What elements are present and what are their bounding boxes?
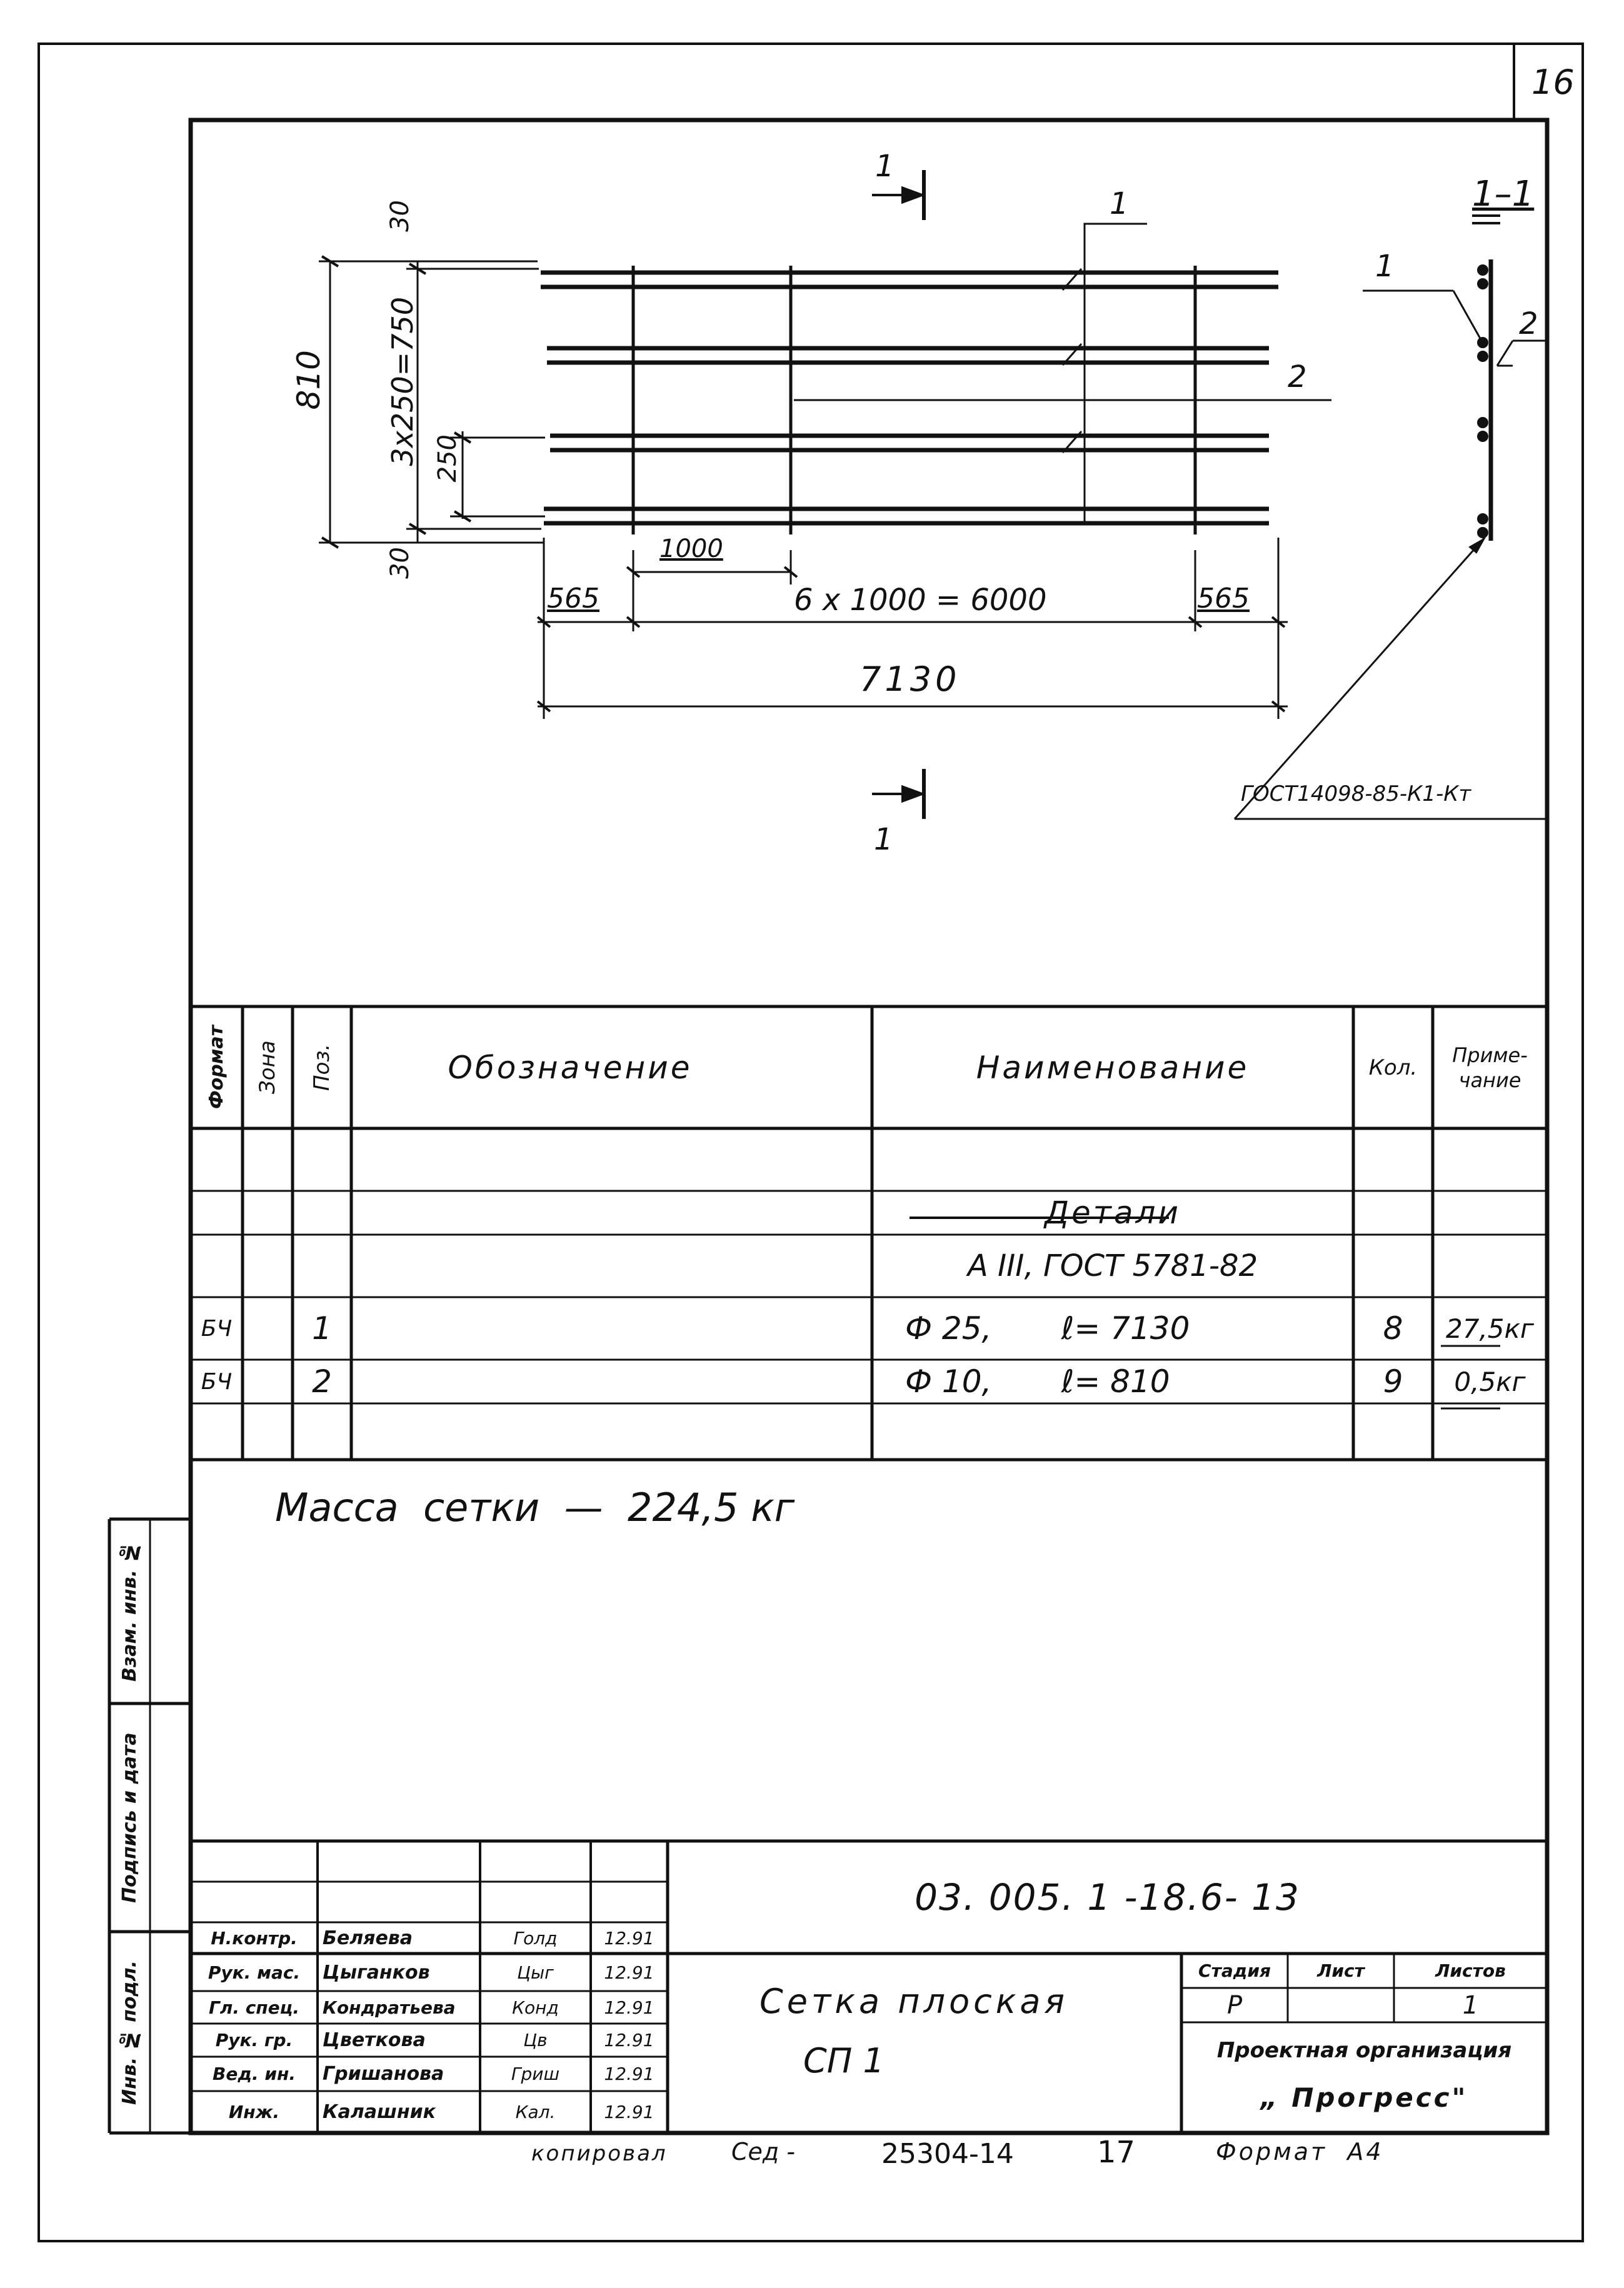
dim-end-left: 565: [547, 583, 599, 615]
spec-row-name: Ф 10, ℓ= 810: [905, 1363, 1170, 1400]
signer-role: Рук. гр.: [215, 2030, 293, 2050]
signer-name: Цыганков: [323, 1961, 430, 1984]
signer-signature: Цыг: [517, 1962, 554, 1983]
signer-date: 12.91: [604, 2102, 654, 2122]
dim-end-right: 565: [1197, 583, 1250, 615]
sheets-label: Листов: [1435, 1960, 1506, 1981]
section-mark-bottom: 1: [874, 822, 893, 857]
org-name-2: „ Прогресс": [1260, 2082, 1468, 2113]
header-designation: Обозначение: [448, 1049, 693, 1086]
signer-signature: Кал.: [515, 2102, 556, 2122]
signer-date: 12.91: [604, 1997, 654, 2018]
header-zone: Зона: [255, 1040, 280, 1095]
dim-edge-bottom: 30: [386, 547, 414, 579]
spec-row-pos: 2: [312, 1363, 332, 1400]
signer-date: 12.91: [604, 1962, 654, 1983]
spec-row-name: Ф 25, ℓ= 7130: [905, 1310, 1190, 1347]
spec-row-format: БЧ: [201, 1315, 233, 1342]
dim-length-total: 7130: [860, 660, 961, 699]
signer-role: Н.контр.: [211, 1927, 298, 1949]
spec-row-name: А III, ГОСТ 5781-82: [967, 1248, 1258, 1283]
document-code: 03. 005. 1 -18.6- 13: [915, 1876, 1300, 1919]
plan-leader-1: 1: [1110, 186, 1129, 221]
spec-row-qty: 9: [1383, 1363, 1403, 1400]
section-1-1: [1235, 216, 1547, 819]
org-name-1: Проектная организация: [1216, 2038, 1512, 2063]
header-format: Формат: [206, 1025, 228, 1110]
spec-row-note: 27,5кг: [1446, 1313, 1534, 1344]
signer-name: Гришанова: [323, 2063, 444, 2085]
signer-signature: Гриш: [511, 2064, 560, 2084]
dim-pitch-bar: 1000: [659, 534, 723, 563]
signer-role: Инж.: [228, 2102, 280, 2122]
section-title: 1–1: [1472, 174, 1535, 214]
signer-date: 12.91: [604, 2064, 654, 2084]
header-qty: Кол.: [1368, 1055, 1418, 1080]
section-leader-2: 2: [1519, 306, 1538, 341]
spec-row-format: БЧ: [201, 1368, 233, 1395]
signer-signature: Голд: [513, 1927, 558, 1949]
signer-signature: Цв: [523, 2030, 548, 2050]
dim-edge-top: 30: [386, 200, 414, 232]
footer-format: Формат А4: [1216, 2138, 1384, 2165]
sheet-value: [1288, 1988, 1394, 2022]
signer-role: Вед. ин.: [213, 2064, 296, 2084]
header-name: Наименование: [976, 1049, 1250, 1086]
dim-pitch-horizontal: 6 х 1000 = 6000: [794, 583, 1047, 618]
item-code: СП 1: [803, 2041, 885, 2080]
stage-value: Р: [1226, 1990, 1243, 2020]
weld-gost-reference: ГОСТ14098-85-К1-Кт: [1241, 781, 1471, 806]
footer-copied-by: копировал: [531, 2141, 668, 2166]
dim-height-total: 810: [291, 350, 327, 410]
signer-date: 12.91: [604, 1927, 654, 1949]
spec-row-pos: 1: [312, 1310, 332, 1347]
spec-row-note: 0,5кг: [1454, 1366, 1526, 1397]
section-cut-marks: [872, 170, 924, 819]
stamp-interchange-inv: Взам. инв. №: [119, 1541, 141, 1682]
plan-leader-2: 2: [1288, 359, 1307, 394]
stamp-signature-date: Подпись и дата: [119, 1732, 141, 1903]
stamp-original-inv: Инв. № подл.: [119, 1960, 141, 2105]
signer-role: Гл. спец.: [208, 1997, 300, 2018]
signer-signature: Конд: [512, 1997, 559, 2018]
signer-name: Кондратьева: [323, 1997, 456, 2018]
leader-pos-1: [1085, 224, 1147, 522]
signer-date: 12.91: [604, 2030, 654, 2050]
signer-name: Калашник: [323, 2101, 436, 2123]
sheet-number: 16: [1531, 63, 1575, 102]
spec-row-qty: 8: [1383, 1310, 1403, 1347]
mass-note: Масса сетки — 224,5 кг: [275, 1485, 795, 1530]
header-note: Приме-чание: [1452, 1043, 1528, 1092]
section-mark-top: 1: [875, 149, 895, 184]
sheet-label: Лист: [1317, 1960, 1365, 1981]
dim-pitch-vertical: 3х250=750: [386, 297, 419, 466]
item-name: Сетка плоская: [759, 1982, 1068, 2021]
stage-label: Стадия: [1198, 1960, 1271, 1981]
footer-copy-number: 17: [1097, 2135, 1136, 2170]
footer-copied-sign: Сед -: [731, 2138, 795, 2165]
header-pos: Поз.: [309, 1043, 334, 1091]
spec-row-name: Детали: [1044, 1195, 1181, 1231]
signer-role: Рук. мас.: [208, 1962, 301, 1983]
signer-name: Беляева: [323, 1927, 413, 1949]
dim-pitch-single: 250: [433, 434, 462, 483]
footer-order-number: 25304-14: [881, 2138, 1014, 2170]
signer-name: Цветкова: [323, 2029, 426, 2051]
section-leader-1: 1: [1375, 249, 1395, 284]
vertical-dimensions: [319, 256, 545, 548]
sheets-value: 1: [1462, 1990, 1479, 2020]
